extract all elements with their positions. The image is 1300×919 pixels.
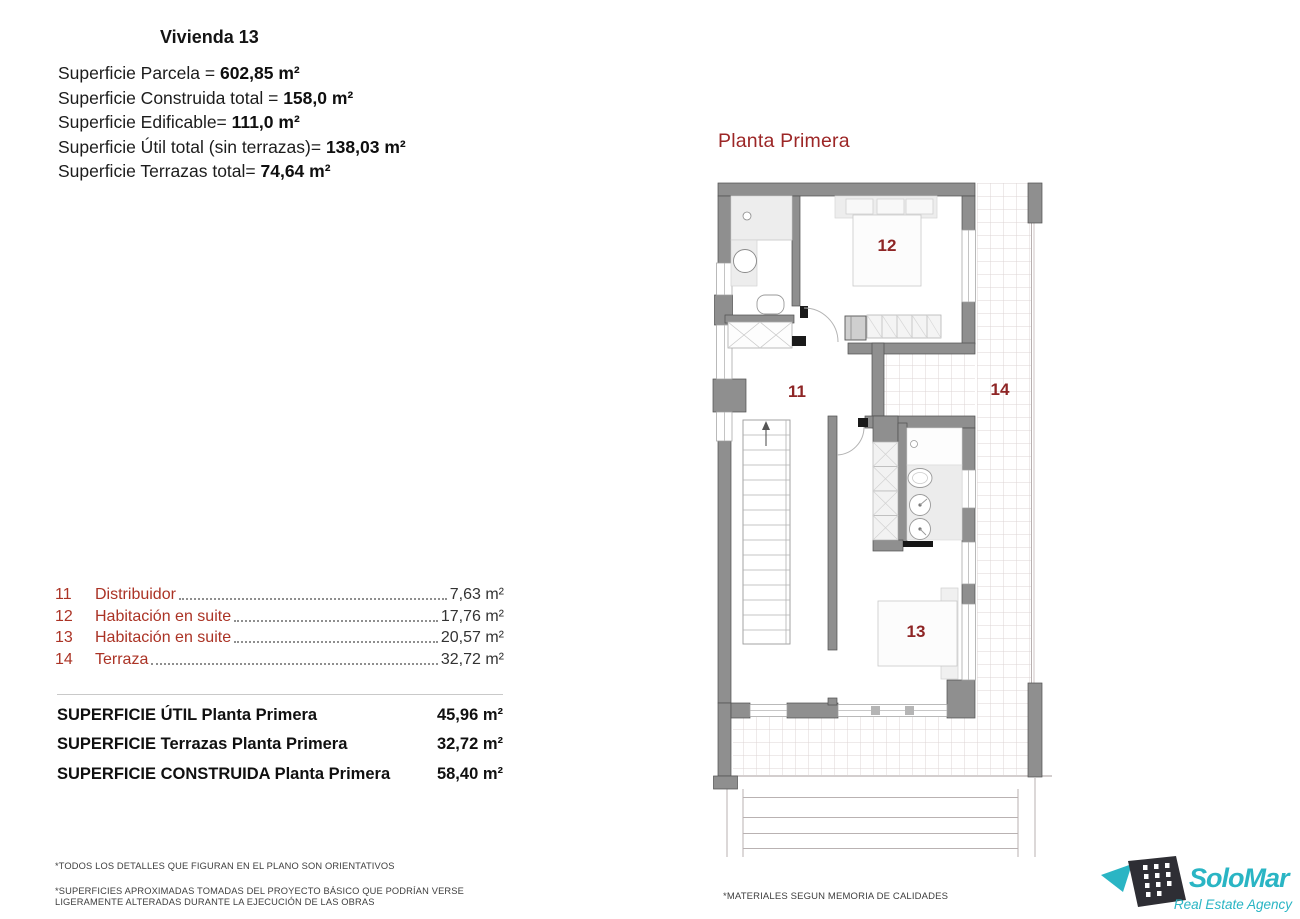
plan-title: Planta Primera (718, 130, 850, 152)
exterior-steps (727, 778, 1035, 857)
room-area: 32,72 m² (440, 651, 504, 669)
footnote-line: *TODOS LOS DETALLES QUE FIGURAN EN EL PLANO SON ORIENTATIVOS (55, 861, 395, 871)
toilet-icon (757, 295, 784, 314)
page-title: Vivienda 13 (160, 27, 259, 47)
room-number: 12 (55, 607, 73, 625)
bedroom-12-furniture (835, 196, 941, 340)
dotted-leader (234, 620, 438, 622)
staircase (743, 420, 790, 644)
room-area: 20,57 m² (440, 629, 504, 647)
room-name: Distribuidor (95, 585, 176, 603)
summary-row (57, 701, 503, 730)
room-name: Terraza (95, 651, 149, 669)
surface-label: Superficie Parcela = (58, 63, 220, 83)
summary-value: 58,40 m² (436, 764, 503, 783)
summary-row (57, 730, 503, 759)
dotted-leader (151, 663, 438, 665)
footnote-line: LIGERAMENTE ALTERADAS DURANTE LA EJECUCIÓN DE LAS OBRAS (55, 897, 375, 907)
room-area: 17,76 m² (440, 607, 504, 625)
surface-value: 74,64 m² (260, 161, 331, 182)
agency-logo (1096, 855, 1296, 917)
logo-wordmark: SoloMar (1189, 863, 1289, 893)
surface-label: Superficie Útil total (sin terrazas)= (58, 136, 326, 157)
room-name: Habitación en suite (95, 629, 232, 647)
list-item (55, 626, 504, 648)
dotted-leader (234, 641, 438, 643)
surface-line (58, 159, 406, 184)
room-area: 7,63 m² (449, 585, 504, 603)
surface-label: Superficie Terrazas total= (58, 161, 261, 182)
list-item (55, 647, 504, 669)
floor-summary (57, 701, 503, 789)
bathroom-ensuite-12 (731, 196, 792, 314)
logo-tagline: Real Estate Agency (1173, 897, 1292, 912)
surface-line (58, 135, 406, 160)
shower-drain-icon (743, 212, 751, 220)
room-name: Habitación en suite (95, 607, 232, 625)
surface-value: 138,03 m² (325, 136, 406, 157)
summary-row (57, 760, 503, 789)
sink-icon (734, 250, 757, 273)
bathroom-ensuite-13 (873, 428, 962, 547)
room-label-13: 13 (906, 622, 926, 641)
footnote-materials: *MATERIALES SEGUN MEMORIA DE CALIDADES (723, 891, 949, 902)
list-item (55, 604, 504, 626)
room-label-11: 11 (788, 382, 806, 401)
room-number: 11 (55, 585, 72, 603)
sink-icon (908, 469, 932, 488)
footnotes-left (55, 861, 464, 909)
surface-value: 158,0 m² (283, 87, 354, 108)
summary-divider (57, 694, 503, 695)
surface-summary-block (58, 61, 406, 184)
footnote-line: *SUPERFICIES APROXIMADAS TOMADAS DEL PROYECTO BÁSICO QUE PODRÍAN VERSE (55, 885, 464, 896)
summary-label: SUPERFICIE Terrazas Planta Primera (57, 735, 348, 754)
surface-value: 111,0 m² (231, 112, 300, 133)
surface-line (58, 61, 406, 86)
summary-value: 32,72 m² (436, 735, 503, 754)
dotted-leader (179, 598, 447, 600)
door-bathroom-13 (837, 418, 868, 455)
surface-value: 602,85 m² (219, 63, 300, 83)
room-label-14: 14 (990, 380, 1010, 399)
room-label-12: 12 (877, 236, 897, 255)
list-item (55, 582, 504, 604)
hall-closet (728, 322, 792, 348)
summary-label: SUPERFICIE ÚTIL Planta Primera (57, 706, 318, 724)
surface-label: Superficie Edificable= (58, 112, 232, 133)
summary-label: SUPERFICIE CONSTRUIDA Planta Primera (57, 764, 391, 783)
surface-line (58, 86, 406, 111)
room-number: 14 (55, 651, 73, 669)
surface-label: Superficie Construida total = (58, 87, 284, 108)
room-number: 13 (55, 629, 73, 647)
surface-line (58, 110, 406, 135)
summary-value: 45,96 m² (436, 706, 503, 724)
floorplan-drawing (710, 178, 1056, 862)
door-room-12 (792, 306, 838, 346)
room-list (55, 582, 504, 669)
